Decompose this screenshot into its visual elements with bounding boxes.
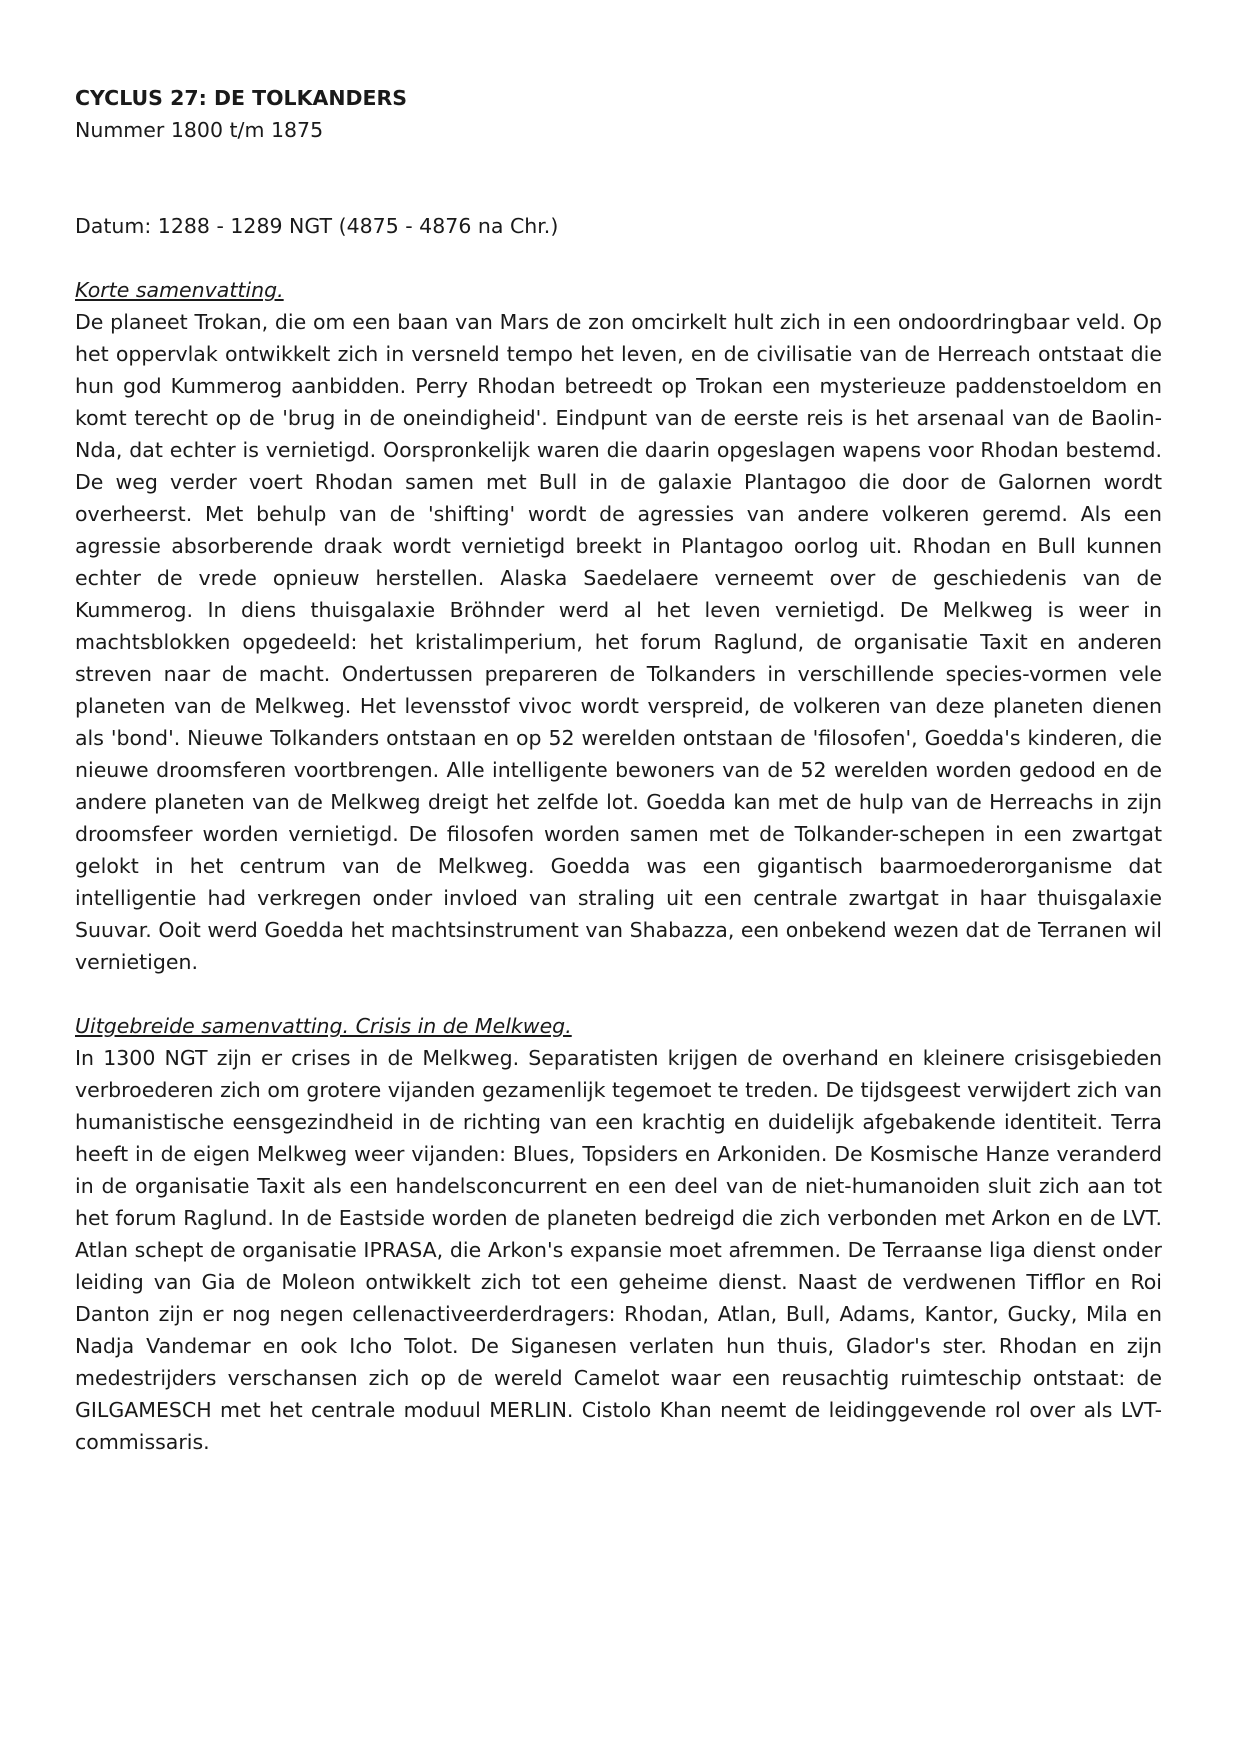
extended-summary-paragraph: In 1300 NGT zijn er crises in de Melkweg. Separatisten krijgen de overhand en kleinere crisisgebieden verbroederen zich om grotere vijanden gezamenlijk tegemoet te treden. De tijdsgeest verwijdert zich van humanistische eensgezindheid in de richting van een krachtig en duidelijk afgebakende identiteit. Terra heeft in de eigen Melkweg weer vijanden: Blues, Topsiders en Arkoniden. De Kosmische Hanze veranderd in de organisatie Taxit als een handelsconcurrent en een deel van de niet-humanoiden sluit zich aan tot het forum Raglund. In de Eastside worden de planeten bedreigd die zich verbonden met Arkon en de LVT. Atlan schept de organisatie IPRASA, die Arkon's expansie moet afremmen. De Terraanse liga dienst onder leiding van Gia de Moleon ontwikkelt zich tot een geheime dienst. Naast de verdwenen Tifflor en Roi Danton zijn er nog negen cellenactiveerderdragers: Rhodan, Atlan, Bull, Adams, Kantor, Gucky, Mila en Nadja Vandemar en ook Icho Tolot. De Siganesen verlaten hun thuis, Glador's ster. Rhodan en zijn medestrijders verschansen zich op de wereld Camelot waar een reusachtig ruimteschip ontstaat: de GILGAMESCH met het centrale moduul MERLIN. Cistolo Khan neemt de leidinggevende rol over als LVT-commissaris. — [75, 1046, 1162, 1454]
section-heading-extended-summary: Uitgebreide samenvatting. Crisis in de Melkweg. — [75, 1014, 572, 1038]
document-page — [75, 72, 1162, 1458]
document-title: CYCLUS 27: DE TOLKANDERS — [75, 86, 408, 110]
section-heading-short-summary: Korte samenvatting. — [75, 278, 284, 302]
short-summary-paragraph: De planeet Trokan, die om een baan van Mars de zon omcirkelt hult zich in een ondoordringbaar veld. Op het oppervlak ontwikkelt zich in versneld tempo het leven, en de civilisatie van de Herreach ontstaat die hun god Kummerog aanbidden. Perry Rhodan betreedt op Trokan een mysterieuze paddenstoeldom en komt terecht op de 'brug in de oneindigheid'. Eindpunt van de eerste reis is het arsenaal van de Baolin-Nda, dat echter is vernietigd. Oorspronkelijk waren die daarin opgeslagen wapens voor Rhodan bestemd. De weg verder voert Rhodan samen met Bull in de galaxie Plantagoo die door de Galornen wordt overheerst. Met behulp van de 'shifting' wordt de agressies van andere volkeren geremd. Als een agressie absorberende draak wordt vernietigd breekt in Plantagoo oorlog uit. Rhodan en Bull kunnen echter de vrede opnieuw herstellen. Alaska Saedelaere verneemt over de geschiedenis van de Kummerog. In diens thuisgalaxie Bröhnder werd al het leven vernietigd. De Melkweg is weer in machtsblokken opgedeeld: het kristalimperium, het forum Raglund, de organisatie Taxit en anderen streven naar de macht. Ondertussen prepareren de Tolkanders in verschillende species-vormen vele planeten van de Melkweg. Het levensstof vivoc wordt verspreid, de volkeren van deze planeten dienen als 'bond'. Nieuwe Tolkanders ontstaan en op 52 werelden ontstaan de 'filosofen', Goedda's kinderen, die nieuwe droomsferen voortbrengen. Alle intelligente bewoners van de 52 werelden worden gedood en de andere planeten van de Melkweg dreigt het zelfde lot. Goedda kan met de hulp van de Herreachs in zijn droomsfeer worden vernietigd. De filosofen worden samen met de Tolkander-schepen in een zwartgat gelokt in het centrum van de Melkweg. Goedda was een gigantisch baarmoederorganisme dat intelligentie had verkregen onder invloed van straling uit een centrale zwartgat in haar thuisgalaxie Suuvar. Ooit werd Goedda het machtsinstrument van Shabazza, een onbekend wezen dat de Terranen wil vernietigen. — [75, 310, 1162, 974]
document-subtitle: Nummer 1800 t/m 1875 — [75, 118, 324, 142]
date-line: Datum: 1288 - 1289 NGT (4875 - 4876 na Chr.) — [75, 214, 559, 238]
